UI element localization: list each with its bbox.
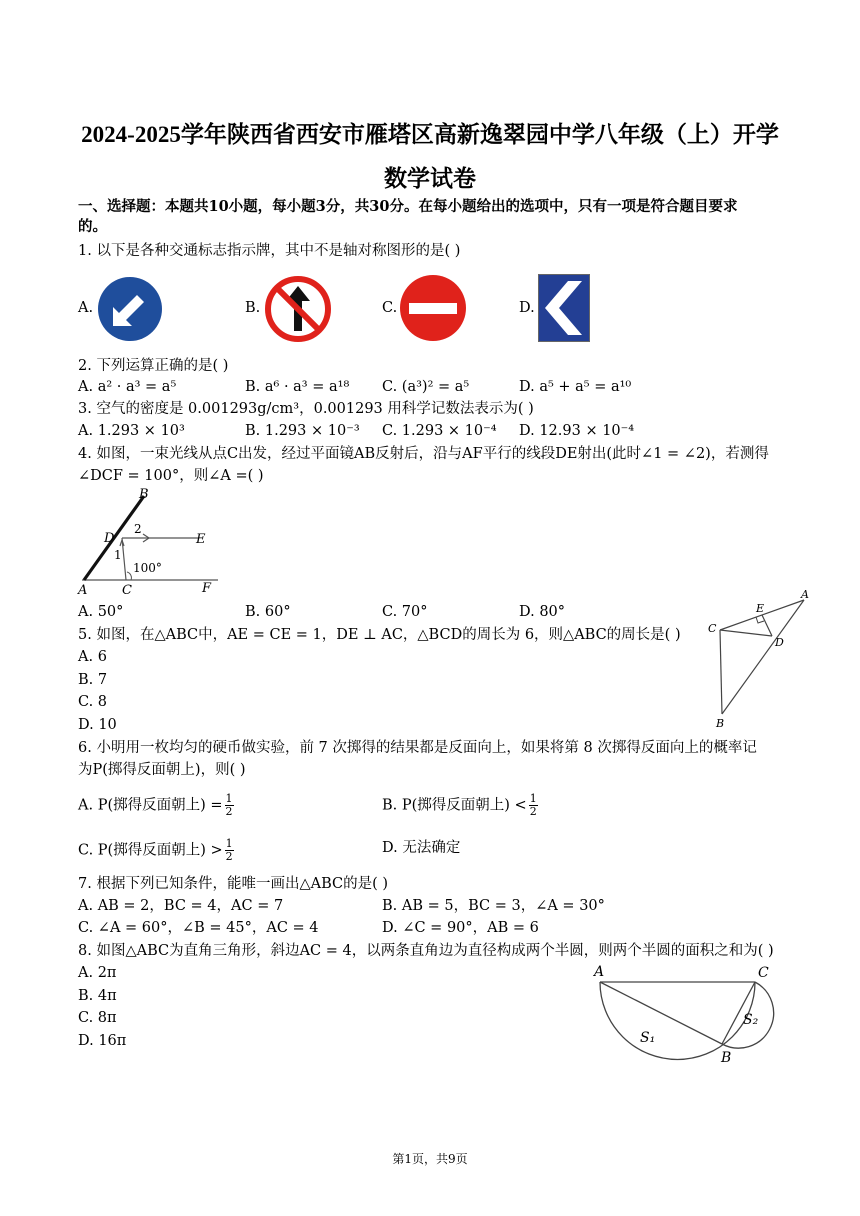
- q3-option-b: B. 1.293 × 10⁻³: [245, 423, 360, 439]
- q4-label-e: E: [196, 532, 206, 547]
- q4-label-1: 1: [114, 548, 122, 562]
- q5-option-c: C. 8: [78, 694, 108, 710]
- q4-option-d: D. 80°: [519, 604, 566, 620]
- q7-option-d: D. ∠C = 90°，AB = 6: [382, 920, 539, 936]
- q6-option-a-text: A. P(掷得反面朝上) =: [78, 797, 223, 814]
- q3-option-c: C. 1.293 × 10⁻⁴: [382, 423, 497, 439]
- q6-option-b: [382, 793, 538, 818]
- q6-option-a: [78, 793, 234, 818]
- q2-stem: 2. 下列运算正确的是( ): [78, 358, 229, 374]
- title-line-2: 数学试卷: [384, 166, 476, 191]
- sign-chevron-left-icon: [538, 274, 590, 342]
- q6-option-b-text: B. P(掷得反面朝上) <: [382, 797, 527, 814]
- q8-label-b: B: [721, 1050, 732, 1066]
- q7-stem: 7. 根据下列已知条件，能唯一画出△ABC的是( ): [78, 876, 389, 892]
- q8-figure: [590, 960, 786, 1082]
- q6-option-c: [78, 838, 234, 863]
- q8-option-c: C. 8π: [78, 1010, 117, 1026]
- q4-option-a: A. 50°: [78, 604, 124, 620]
- q5-label-e: E: [756, 602, 765, 615]
- q5-option-a: A. 6: [78, 649, 107, 665]
- q4-option-b: B. 60°: [245, 604, 291, 620]
- q5-stem: 5. 如图，在△ABC中，AE = CE = 1，DE ⊥ AC，△BCD的周长为 6，则△ABC的周长是( ): [78, 627, 681, 643]
- q1-option-c: C.: [382, 300, 398, 316]
- q4-figure: [76, 486, 226, 598]
- q7-option-c: C. ∠A = 60°，∠B = 45°，AC = 4: [78, 920, 319, 936]
- q4-label-b: B: [139, 487, 149, 502]
- q8-option-d: D. 16π: [78, 1033, 127, 1049]
- q4-label-c: C: [122, 583, 132, 598]
- q3-option-a: A. 1.293 × 10³: [78, 423, 185, 439]
- q4-label-2: 2: [134, 522, 142, 536]
- q8-label-a: A: [594, 964, 605, 980]
- q4-option-c: C. 70°: [382, 604, 428, 620]
- q2-option-b: B. a⁶ · a³ = a¹⁸: [245, 379, 350, 395]
- q5-label-d: D: [775, 636, 784, 649]
- q4-stem-line-2: ∠DCF = 100°，则∠A =( ): [78, 468, 264, 484]
- q5-label-c: C: [708, 622, 717, 635]
- q8-option-b: B. 4π: [78, 988, 117, 1004]
- q6-stem-line-1: 6. 小明用一枚均匀的硬币做实验，前 7 次掷得的结果都是反面向上，如果将第 8 次掷得反面向上的概率记: [78, 740, 757, 756]
- q4-label-100: 100°: [133, 561, 162, 575]
- q7-option-b: B. AB = 5，BC = 3，∠A = 30°: [382, 898, 605, 914]
- q1-option-a: A.: [78, 300, 94, 316]
- sign-arrow-downleft-icon: [97, 276, 163, 342]
- q4-label-a: A: [78, 583, 88, 598]
- q4-label-d: D: [104, 531, 115, 546]
- q6-option-c-text: C. P(掷得反面朝上) >: [78, 842, 223, 859]
- q8-label-s1: S₁: [640, 1030, 656, 1046]
- q2-option-d: D. a⁵ + a⁵ = a¹⁰: [519, 379, 632, 395]
- q8-stem: 8. 如图△ABC为直角三角形，斜边AC = 4，以两条直角边为直径构成两个半圆，则两个半圆的面积之和为( ): [78, 943, 774, 959]
- q1-option-b: B.: [245, 300, 261, 316]
- q6-fraction-a: $\frac{1}{2}$: [225, 792, 233, 818]
- q5-label-a: A: [801, 588, 809, 601]
- q5-option-d: D. 10: [78, 717, 117, 733]
- section-heading-1: 一、选择题：本题共10小题，每小题3分，共30分。在每小题给出的选项中，只有一项是符合题目要求: [78, 198, 738, 215]
- q5-label-b: B: [716, 717, 725, 730]
- q5-figure: [704, 588, 816, 730]
- q8-label-s2: S₂: [743, 1012, 759, 1028]
- title-line-1: 2024-2025学年陕西省西安市雁塔区高新逸翠园中学八年级（上）开学: [81, 122, 779, 147]
- q2-option-c: C. (a³)² = a⁵: [382, 379, 470, 395]
- q1-stem: 1. 以下是各种交通标志指示牌，其中不是轴对称图形的是( ): [78, 243, 461, 259]
- q2-option-a: A. a² · a³ = a⁵: [78, 379, 177, 395]
- q6-option-d: D. 无法确定: [382, 840, 461, 856]
- sign-no-entry-icon: [399, 274, 467, 342]
- q6-fraction-c: $\frac{1}{2}$: [225, 837, 233, 863]
- page-footer: 第1页，共9页: [392, 1152, 468, 1166]
- q6-fraction-b: $\frac{1}{2}$: [529, 792, 537, 818]
- q3-option-d: D. 12.93 × 10⁻⁴: [519, 423, 635, 439]
- q3-stem: 3. 空气的密度是 0.001293g/cm³，0.001293 用科学记数法表示为( ): [78, 401, 534, 417]
- q8-label-c: C: [758, 965, 769, 981]
- q4-label-f: F: [202, 581, 212, 596]
- q5-option-b: B. 7: [78, 672, 108, 688]
- section-heading-2: 的。: [78, 218, 107, 235]
- q1-option-d: D.: [519, 300, 535, 316]
- q4-stem-line-1: 4. 如图，一束光线从点C出发，经过平面镜AB反射后，沿与AF平行的线段DE射出(此时∠1 = ∠2)，若测得: [78, 446, 769, 462]
- q6-stem-line-2: 为P(掷得反面朝上)，则( ): [78, 762, 246, 778]
- sign-no-straight-icon: [264, 275, 332, 343]
- q8-option-a: A. 2π: [78, 965, 117, 981]
- q7-option-a: A. AB = 2，BC = 4，AC = 7: [78, 898, 284, 914]
